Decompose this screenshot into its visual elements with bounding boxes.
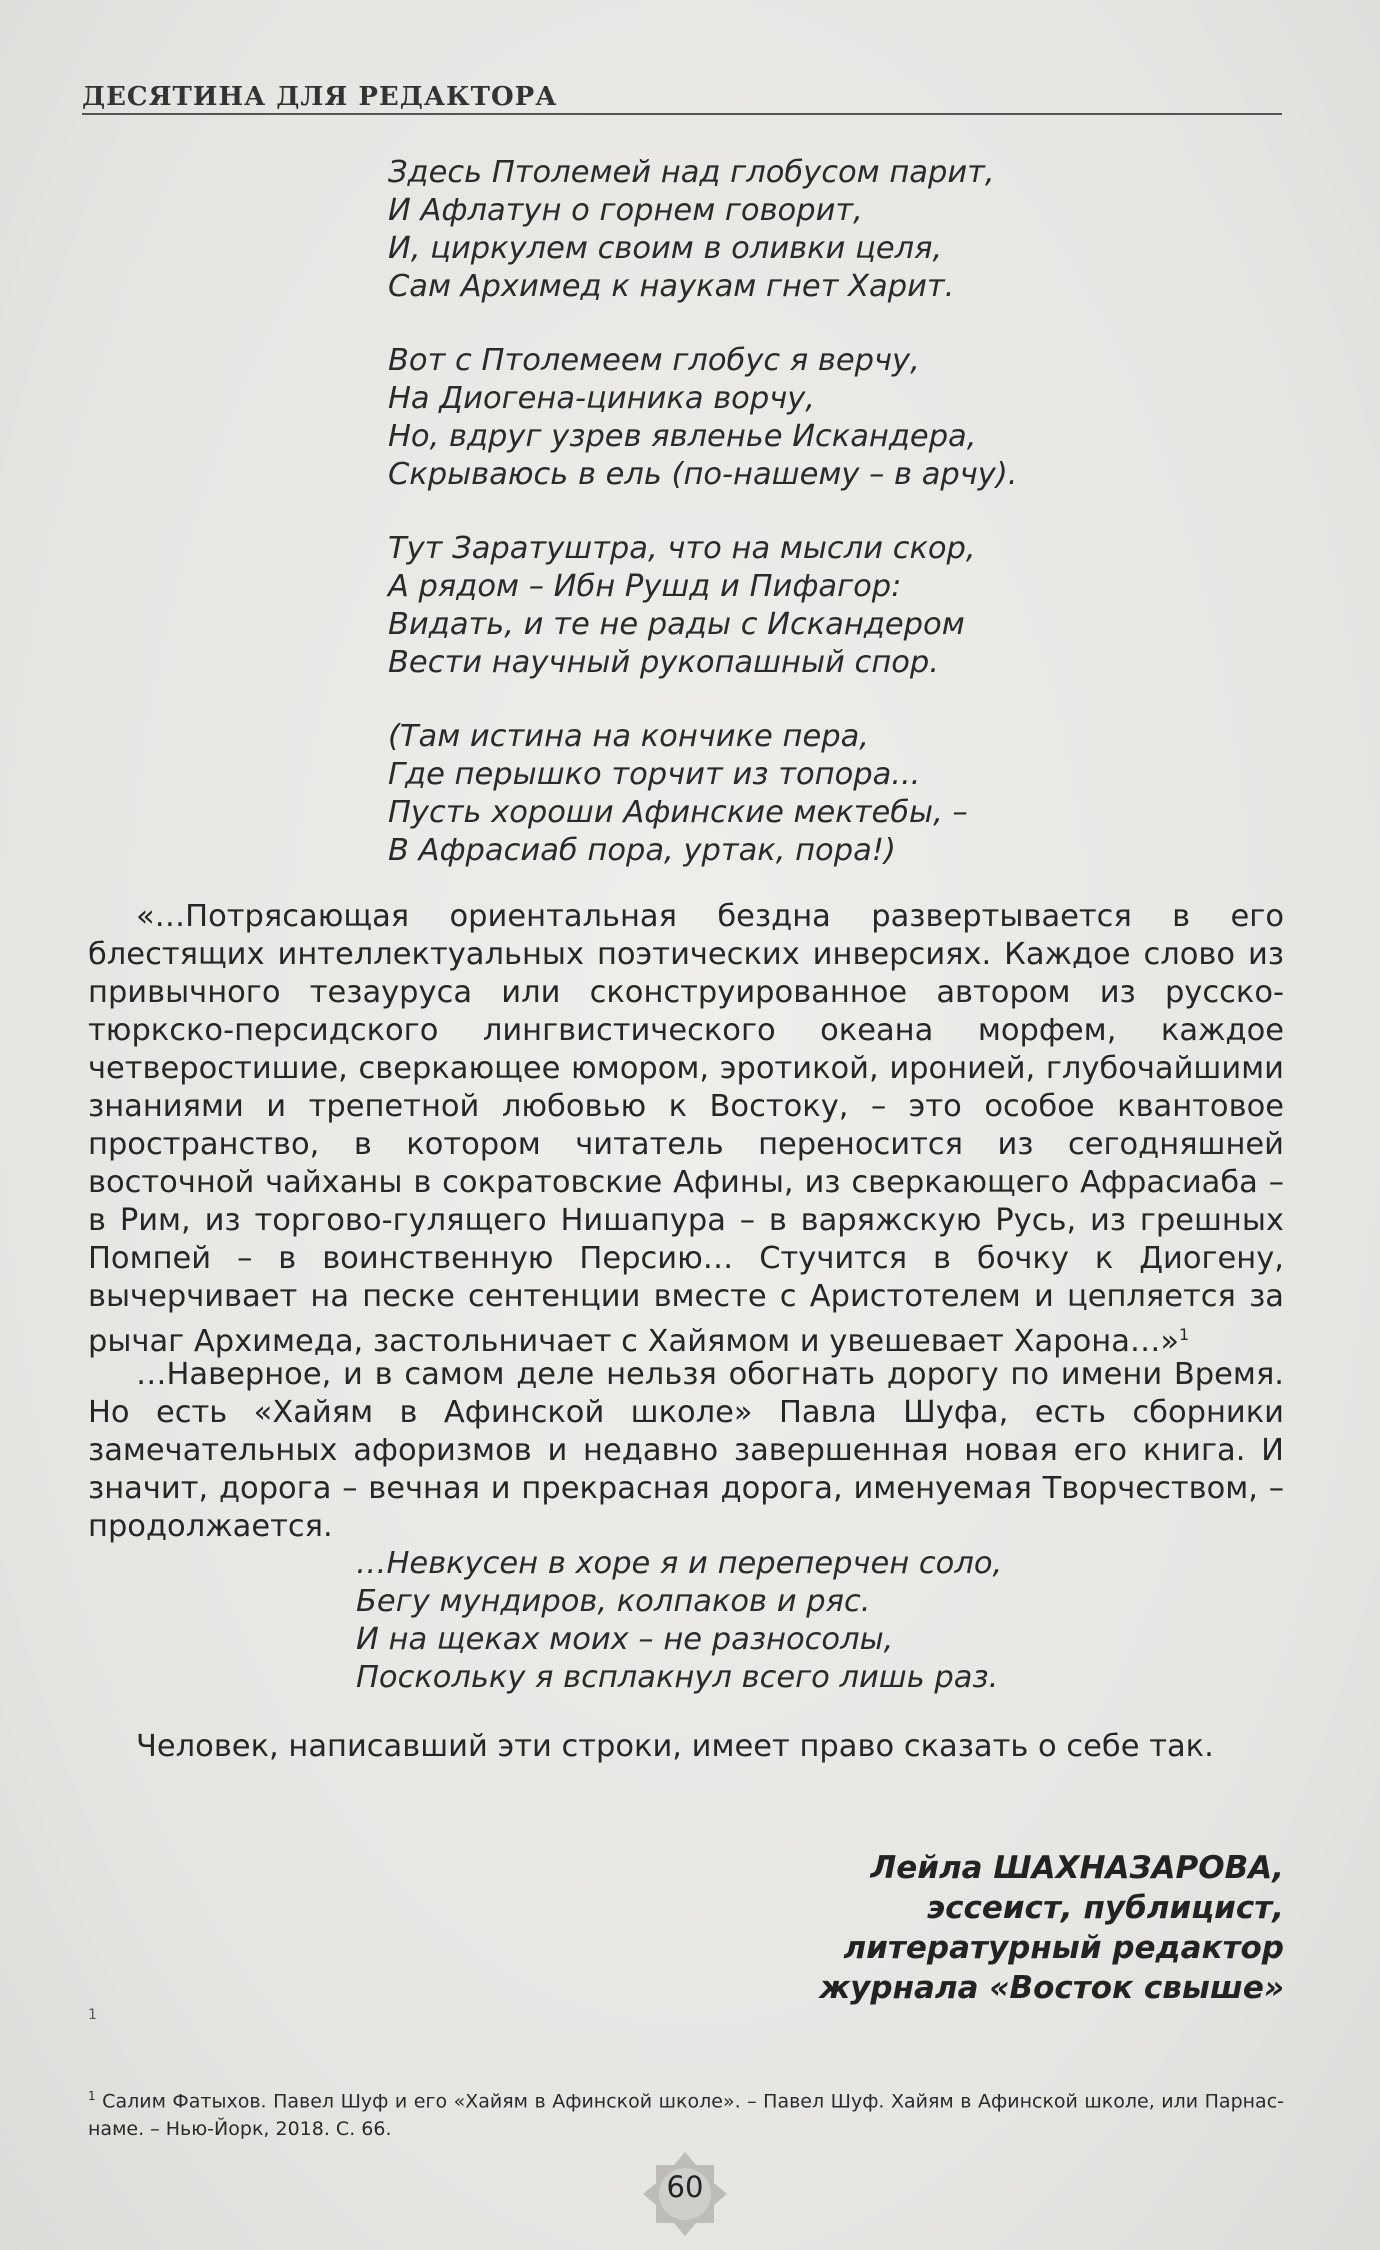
stanza-1 — [388, 154, 1017, 306]
poem-line: Сам Архимед к наукам гнет Харит. — [388, 269, 955, 304]
poem-line: Вести научный рукопашный спор. — [388, 645, 939, 680]
quote-paragraph — [88, 898, 1284, 1361]
stanza-2 — [388, 342, 1017, 494]
page-number: 60 — [666, 2170, 704, 2204]
poem-line: Поскольку я всплакнул всего лишь раз. — [356, 1660, 999, 1695]
closing-poem — [356, 1545, 1002, 1697]
poem-line: А рядом – Ибн Рушд и Пифагор: — [388, 569, 902, 604]
author-role: литературный редактор — [843, 1930, 1284, 1966]
poem-line: Вот с Птолемеем глобус я верчу, — [388, 343, 920, 378]
header-divider — [82, 113, 1282, 115]
paragraph-text: Человек, написавший эти строки, имеет право сказать о себе так. — [136, 1729, 1214, 1764]
poem-line: Но, вдруг узрев явленье Искандера, — [388, 419, 977, 454]
poem-line: В Афрасиаб пора, уртак, пора!) — [388, 833, 896, 868]
poem-line: Где перышко торчит из топора... — [388, 757, 921, 792]
poem-line: И Афлатун о горнем говорит, — [388, 193, 863, 228]
poem-line: Скрываюсь в ель (по-нашему – в арчу). — [388, 457, 1018, 492]
poem-line: Тут Заратуштра, что на мысли скор, — [388, 531, 976, 566]
quote-text: «…Потрясающая ориентальная бездна развертывается в его блестящих интеллектуальных поэтических инверсиях. Каждое слово из привычного тезауруса или сконструированное автором из русско-тюркско-персидского лингвистического океана морфем, каждое четверостишие, сверкающее юмором, эротикой, иронией, глубочайшими знаниями и трепетной любовью к Востоку, – это особое квантовое пространство, в котором читатель переносится из сегодняшней восточной чайханы в сократовские Афины, из сверкающего Афрасиаба – в Рим, из торгово-гулящего Нишапура – в варяжскую Русь, из грешных Помпей – в воинственную Персию… Стучится в бочку к Диогену, вычерчивает на песке сентенции вместе с Аристотелем и цепляется за рычаг Архимеда, застольничает с Хайямом и увешевает Харона…» — [88, 899, 1284, 1360]
author-role: эссеист, публицист, — [926, 1890, 1284, 1926]
stanza-4 — [388, 718, 1017, 870]
closing-paragraph — [88, 1728, 1284, 1766]
poem-line: (Там истина на кончике пера, — [388, 719, 869, 754]
poem-line: На Диогена-циника ворчу, — [388, 381, 815, 416]
stray-footnote-mark: 1 — [88, 2007, 97, 2023]
paragraph-text: …Наверное, и в самом деле нельзя обогнать дорогу по имени Время. Но есть «Хайям в Афинской школе» Павла Шуфа, есть сборники замечательных афоризмов и недавно завершенная новая его книга. И значит, дорога – вечная и прекрасная дорога, именуемая Творчеством, – продолжается. — [88, 1357, 1284, 1544]
poem-line: Видать, и те не рады с Искандером — [388, 607, 965, 642]
poem-block — [388, 154, 1017, 906]
poem-line: Бегу мундиров, колпаков и ряс. — [356, 1584, 871, 1619]
poem-line: И, циркулем своим в оливки целя, — [388, 231, 943, 266]
poem-line: И на щеках моих – не разносолы, — [356, 1622, 894, 1657]
poem-line: Пусть хороши Афинские мектебы, – — [388, 795, 968, 830]
body-paragraph — [88, 1356, 1284, 1546]
author-signature — [819, 1848, 1284, 2008]
footnote-number: 1 — [88, 2089, 96, 2103]
footnote-text: Салим Фатыхов. Павел Шуф и его «Хайям в Афинской школе». – Павел Шуф. Хайям в Афинской школе, или Парнас-наме. – Нью-Йорк, 2018. С. 66. — [88, 2090, 1285, 2141]
poem-line: Здесь Птолемей над глобусом парит, — [388, 155, 995, 190]
footnote-ref: 1 — [1179, 1325, 1190, 1344]
poem-line: …Невкусен в хоре я и переперчен соло, — [356, 1546, 1003, 1581]
running-header: ДЕСЯТИНА ДЛЯ РЕДАКТОРА — [82, 82, 558, 112]
author-role: журнала «Восток свыше» — [819, 1970, 1284, 2006]
footnote — [88, 2082, 1284, 2143]
author-name: Лейла ШАХНАЗАРОВА, — [870, 1850, 1284, 1886]
stanza-3 — [388, 530, 1017, 682]
